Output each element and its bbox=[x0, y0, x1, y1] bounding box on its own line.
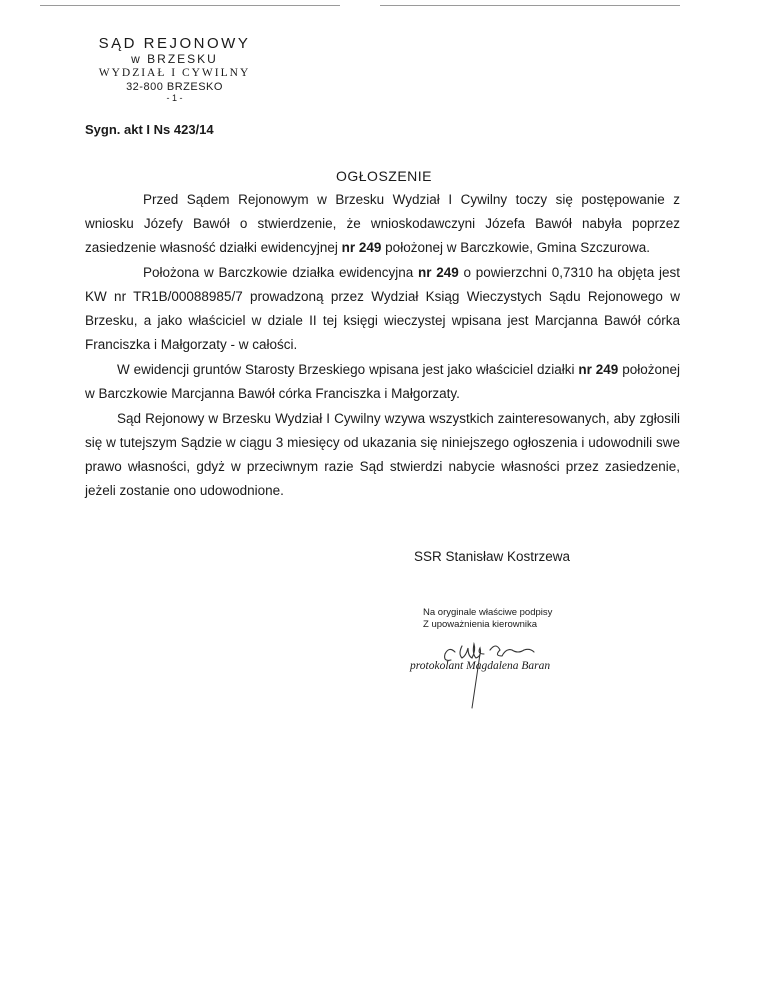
paragraph-2-text-end: o powierzchni 0,7310 ha objęta jest KW nr TR1B/00088985/7 prowadzoną przez Wydział Ksiąg Wieczystych Sądu Rejonowego w Brzesku, a jako właściciel w dziale II tej księgi wieczystej wpisana jest Marcjanna Bawół córka Franciszka i Małgorzaty - w całości. bbox=[85, 265, 680, 352]
paragraph-2 bbox=[85, 261, 680, 357]
case-reference: Sygn. akt I Ns 423/14 bbox=[85, 122, 214, 137]
parcel-number: nr 249 bbox=[341, 240, 382, 255]
signature-scribble bbox=[410, 640, 610, 710]
judge-name: SSR Stanisław Kostrzewa bbox=[414, 549, 571, 564]
signature-caption: protokolant Magdalena Baran bbox=[410, 660, 551, 672]
stamp-postal-code: 32-800 BRZESKO bbox=[126, 80, 223, 93]
original-note-line-2: Z upoważnienia kierownika bbox=[423, 619, 538, 630]
paragraph-4: Sąd Rejonowy w Brzesku Wydział I Cywilny wzywa wszystkich zainteresowanych, aby zgłosili się w tutejszym Sądzie w ciągu 3 miesięcy od ukazania się niniejszego ogłoszenia i udowodnili swe prawo własności, gdyż w przeciwnym razie Sąd stwierdzi nabycie własności przez zasiedzenie, jeżeli zostanie ono udowodnione. bbox=[85, 411, 680, 498]
stamp-division: WYDZIAŁ I CYWILNY bbox=[98, 67, 251, 79]
paragraph-2-text: Położona w Barczkowie działka ewidencyjna bbox=[143, 265, 419, 280]
paragraph-1-text: Przed Sądem Rejonowym w Brzesku Wydział I Cywilny toczy się postępowanie z wniosku Józefy Bawół o stwierdzenie, że wnioskodawczyni Józefa Bawół nabyła poprzez zasiedzenie własność działki ewidencyjnej bbox=[85, 192, 680, 255]
paragraph-3-text-end: położonej w Barczkowie Marcjanna Bawół córka Franciszka i Małgorzaty. bbox=[85, 362, 680, 401]
paragraph-3-text: W ewidencji gruntów Starosty Brzeskiego wpisana jest jako właściciel działki bbox=[117, 362, 579, 377]
document-title: OGŁOSZENIE bbox=[335, 168, 433, 184]
stamp-court-name: SĄD REJONOWY bbox=[98, 35, 251, 52]
paragraph-1 bbox=[85, 188, 680, 260]
original-note-line-1: Na oryginale właściwe podpisy bbox=[423, 607, 553, 618]
scan-artifact-line bbox=[380, 5, 680, 6]
announcement-body bbox=[85, 188, 680, 504]
stamp-city: w BRZESKU bbox=[131, 52, 218, 66]
paragraph-3 bbox=[85, 358, 680, 406]
parcel-number: nr 249 bbox=[578, 362, 619, 377]
scan-artifact-line bbox=[40, 5, 340, 6]
paragraph-1-text-end: położonej w Barczkowie, Gmina Szczurowa. bbox=[381, 240, 651, 255]
court-stamp bbox=[72, 36, 277, 103]
handwritten-signature bbox=[410, 640, 610, 710]
parcel-number: nr 249 bbox=[418, 265, 459, 280]
original-signatures-note bbox=[423, 607, 552, 631]
stamp-page-number: - 1 - bbox=[166, 92, 183, 103]
